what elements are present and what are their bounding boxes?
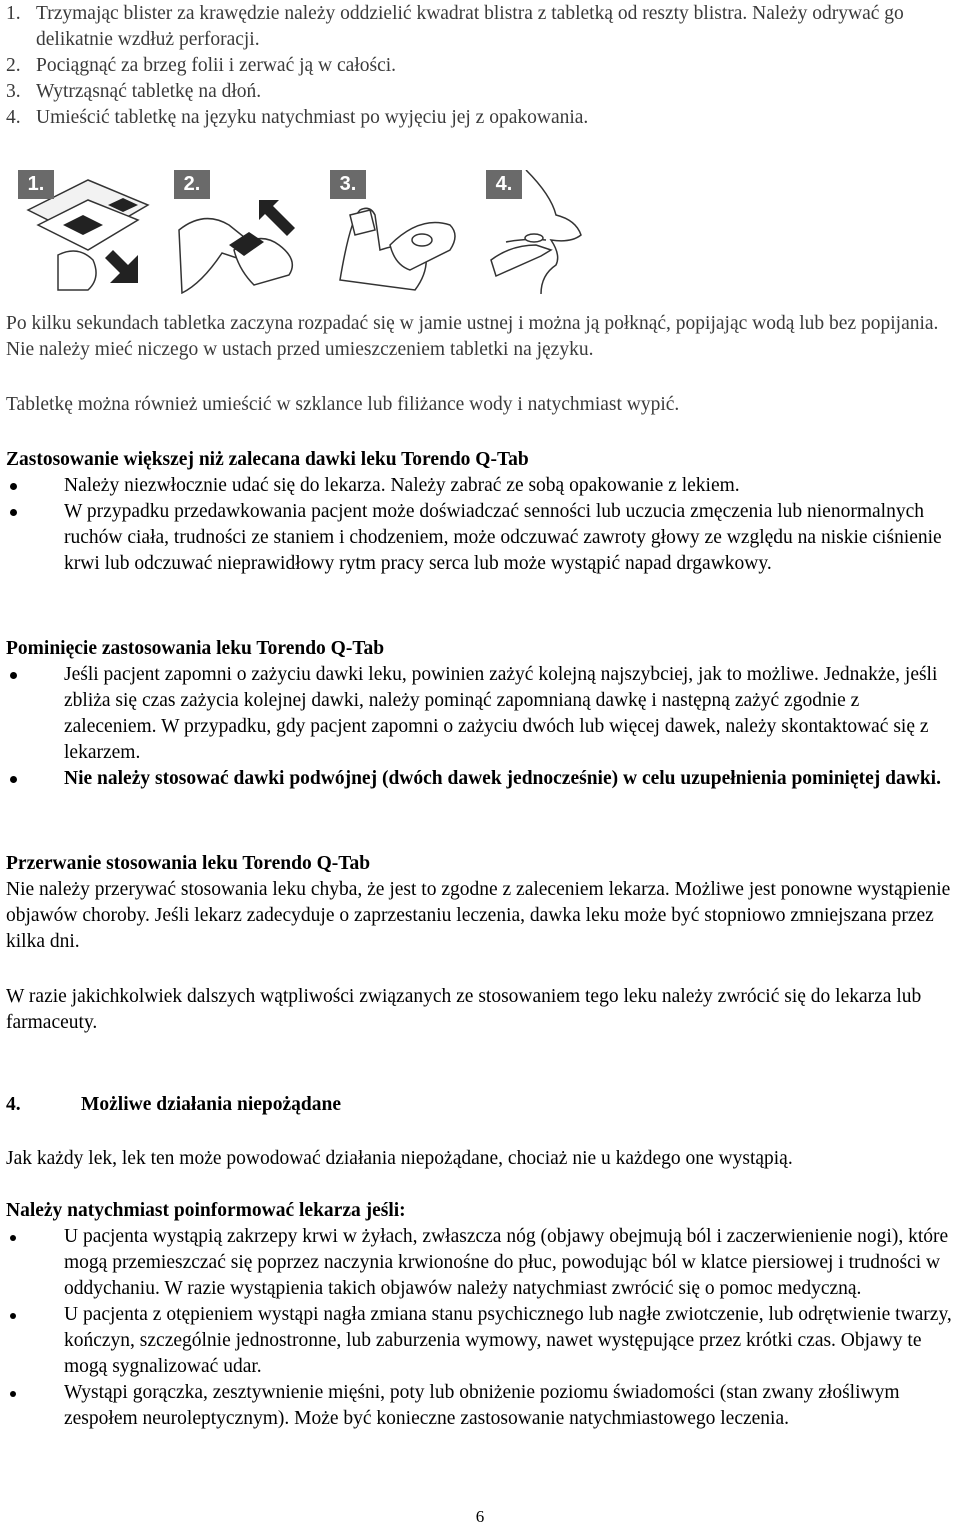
overdose-section bbox=[6, 447, 956, 577]
dissolve-paragraph: Po kilku sekundach tabletka zaczyna rozpadać się w jamie ustnej i można ją połknąć, popijając wodą lub bez popijania. Nie należy mieć niczego w ustach przed umieszczeniem tabletki na języku. bbox=[6, 313, 939, 360]
step-1: 1. Trzymając blister za krawędzie należy oddzielić kwadrat blistra z tabletką od reszty blistra. Należy odrywać go delikatnie wzdłuż perforacji. bbox=[6, 3, 904, 50]
missed-dose-list bbox=[6, 662, 956, 792]
list-item: Należy niezwłocznie udać się do lekarza. Należy zabrać ze sobą opakowanie z lekiem. bbox=[6, 473, 956, 499]
figure-panel-1: 1. bbox=[18, 170, 155, 294]
blister-instruction-figure bbox=[18, 170, 624, 294]
stop-treatment-heading: Przerwanie stosowania leku Torendo Q-Tab bbox=[6, 853, 371, 874]
list-item: U pacjenta z otępieniem wystąpi nagła zmiana stanu psychicznego lub nagłe zwiotczenie, lub odrętwienie twarzy, kończyn, szczególnie jednostronne, lub zaburzenia wymowy, nawet występujące przez krótki czas. Objawy te mogą sygnalizować udar. bbox=[6, 1302, 956, 1380]
list-item: Jeśli pacjent zapomni o zażyciu dawki leku, powinien zażyć kolejną najszybciej, jak to możliwe. Jednakże, jeśli zbliża się czas zażycia kolejnej dawki, należy pominąć zapomnianą dawkę i następną zażyć zgodnie z zaleceniem. W przypadku, gdy pacjent zapomni o zażyciu dwóch lub więcej dawek, należy skontaktować się z lekarzem. bbox=[6, 662, 956, 766]
figure-panel-4: 4. bbox=[486, 170, 623, 294]
urgent-section bbox=[6, 1198, 956, 1432]
missed-dose-section bbox=[6, 636, 956, 792]
list-item: Wystąpi gorączka, zesztywnienie mięśni, poty lub obniżenie poziomu świadomości (stan zwany złośliwym zespołem neuroleptycznym). Może być konieczne zastosowanie natychmiastowego leczenia. bbox=[6, 1380, 956, 1432]
list-item: U pacjenta wystąpią zakrzepy krwi w żyłach, zwłaszcza nóg (objawy obejmują ból i zaczerwienienie nogi), które mogą przemieszczać się poprzez naczynia krwionośne do płuc, powodując ból w klatce piersiowej i trudności w oddychaniu. W razie wystąpienia takich objawów należy natychmiast zwrócić się o pomoc medyczną. bbox=[6, 1224, 956, 1302]
step-3: 3. Wytrząsnąć tabletkę na dłoń. bbox=[6, 81, 262, 102]
instruction-steps bbox=[6, 1, 956, 131]
side-effects-intro: Jak każdy lek, lek ten może powodować działania niepożądane, chociaż nie u każdego one wystąpią. bbox=[6, 1148, 793, 1169]
list-item: W przypadku przedawkowania pacjent może doświadczać senności lub uczucia zmęczenia lub nienormalnych ruchów ciała, trudności ze staniem i chodzeniem, może odczuwać zawroty głowy ze względu na niskie ciśnienie krwi lub odczuwać nieprawidłowy rytm pracy serca lub może wystąpić napad drgawkowy. bbox=[6, 499, 956, 577]
page-number: 6 bbox=[475, 1507, 485, 1526]
figure-panel-2: 2. bbox=[174, 170, 311, 294]
stop-treatment-text: Nie należy przerywać stosowania leku chyba, że jest to zgodne z zaleceniem lekarza. Możliwe jest ponowne wystąpienie objawów choroby. Jeśli lekarz zadecyduje o zaprzestaniu leczenia, dawka leku może być stopniowo zmniejszana przez kilka dni. bbox=[6, 879, 951, 952]
step-4: 4. Umieścić tabletkę na języku natychmiast po wyjęciu jej z opakowania. bbox=[6, 107, 589, 128]
questions-paragraph: W razie jakichkolwiek dalszych wątpliwości związanych ze stosowaniem tego leku należy zwrócić się do lekarza lub farmaceuty. bbox=[6, 986, 922, 1033]
list-item: Nie należy stosować dawki podwójnej (dwóch dawek jednocześnie) w celu uzupełnienia pominiętej dawki. bbox=[6, 766, 956, 792]
urgent-list bbox=[6, 1224, 956, 1432]
glass-paragraph: Tabletkę można również umieścić w szklance lub filiżance wody i natychmiast wypić. bbox=[6, 394, 680, 415]
overdose-heading: Zastosowanie większej niż zalecana dawki leku Torendo Q-Tab bbox=[6, 449, 529, 470]
figure-panel-3: 3. bbox=[330, 170, 467, 294]
urgent-heading: Należy natychmiast poinformować lekarza jeśli: bbox=[6, 1200, 406, 1221]
overdose-list bbox=[6, 473, 956, 577]
step-2: 2. Pociągnąć za brzeg folii i zerwać ją w całości. bbox=[6, 55, 397, 76]
section-4-heading: 4. Możliwe działania niepożądane bbox=[6, 1094, 341, 1115]
stop-treatment-section bbox=[6, 851, 956, 955]
missed-dose-heading: Pominięcie zastosowania leku Torendo Q-Tab bbox=[6, 638, 385, 659]
